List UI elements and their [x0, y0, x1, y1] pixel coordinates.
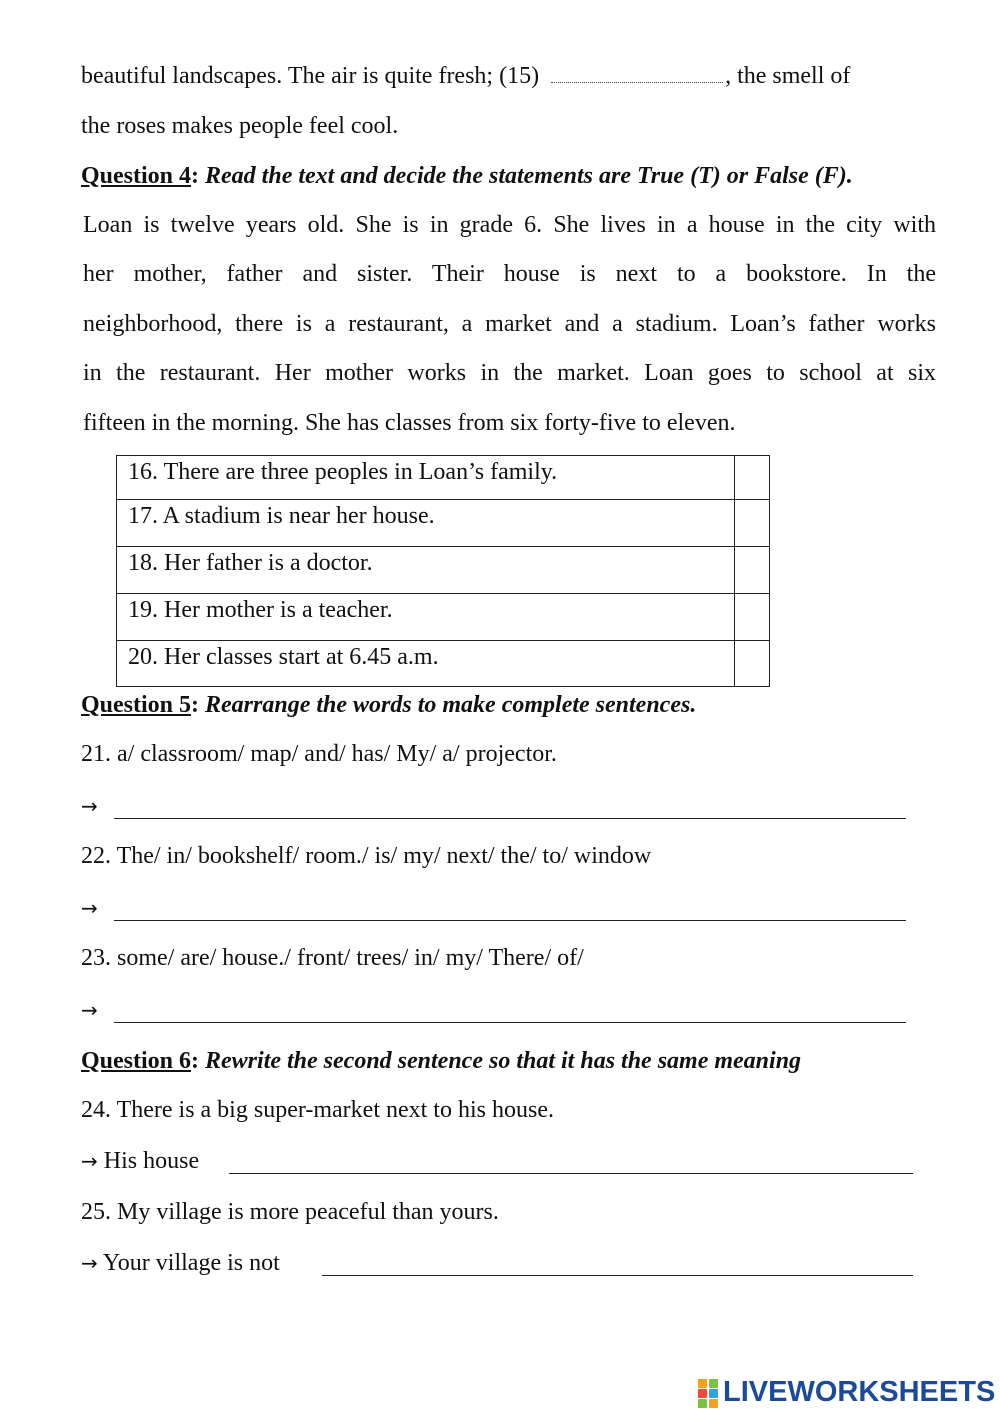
question-6-colon: : [191, 1048, 200, 1074]
statement-16: 16. There are three peoples in Loan’s family. [117, 456, 735, 500]
statement-18: 18. Her father is a doctor. [117, 547, 735, 594]
intro-text-before-blank: beautiful landscapes. The air is quite fresh; (15) [81, 63, 540, 89]
question-6-label: Question 6 [81, 1048, 192, 1074]
answer-23-line[interactable] [114, 1022, 906, 1023]
intro-line-2: the roses makes people feel cool. [81, 113, 399, 139]
answer-22-line[interactable] [114, 920, 906, 921]
question-4-label: Question 4 [81, 163, 192, 189]
arrow-icon [81, 893, 98, 923]
table-row [117, 594, 770, 641]
table-row [117, 500, 770, 547]
question-4-heading [81, 161, 853, 191]
answer-21-line[interactable] [114, 818, 906, 819]
item-23: 23. some/ are/ house./ front/ trees/ in/ my/ There/ of/ [81, 945, 584, 971]
question-6-instruction: Rewrite the second sentence so that it has the same meaning [205, 1048, 802, 1074]
answer-17-input[interactable] [735, 500, 770, 547]
item-24-prompt-text: His house [103, 1148, 200, 1174]
intro-text-after-blank: , the smell of [725, 63, 851, 89]
table-row [117, 547, 770, 594]
arrow-icon: → [81, 1149, 98, 1173]
arrow-icon [81, 995, 98, 1025]
answer-19-input[interactable] [735, 594, 770, 641]
answer-24-line[interactable] [229, 1173, 913, 1174]
question-5-label: Question 5 [81, 692, 192, 718]
item-25: 25. My village is more peaceful than yours. [81, 1199, 499, 1225]
blank-15-input[interactable] [551, 68, 723, 83]
item-24-prompt [81, 1146, 199, 1176]
arrow-glyph: → [81, 998, 98, 1022]
arrow-glyph: → [81, 896, 98, 920]
arrow-icon: → [81, 1251, 98, 1275]
item-24: 24. There is a big super-market next to his house. [81, 1097, 554, 1123]
question-5-instruction: Rearrange the words to make complete sentences. [205, 692, 697, 718]
question-5-heading [81, 690, 696, 720]
table-row [117, 456, 770, 500]
arrow-glyph: → [81, 794, 98, 818]
question-5-colon: : [191, 692, 200, 718]
passage-line-1: Loan is twelve years old. She is in grade 6. She lives in a house in the city with [83, 212, 936, 238]
passage-line-2: her mother, father and sister. Their house is next to a bookstore. In the [83, 261, 936, 287]
item-25-prompt [81, 1248, 280, 1278]
question-4-instruction: Read the text and decide the statements are True (T) or False (F). [205, 163, 853, 189]
liveworksheets-logo[interactable] [698, 1374, 995, 1410]
liveworksheets-logo-icon [698, 1377, 720, 1407]
passage-line-3: neighborhood, there is a restaurant, a market and a stadium. Loan’s father works [83, 311, 936, 337]
table-row [117, 641, 770, 687]
passage-line-4: in the restaurant. Her mother works in the market. Loan goes to school at six [83, 360, 936, 386]
answer-18-input[interactable] [735, 547, 770, 594]
answer-16-input[interactable] [735, 456, 770, 500]
arrow-icon [81, 791, 98, 821]
logo-brand-text: LIVEWORKSHEETS [723, 1375, 996, 1408]
true-false-table [116, 455, 770, 687]
answer-25-line[interactable] [322, 1275, 913, 1276]
statement-17: 17. A stadium is near her house. [117, 500, 735, 547]
item-22: 22. The/ in/ bookshelf/ room./ is/ my/ next/ the/ to/ window [81, 843, 652, 869]
passage-line-5: fifteen in the morning. She has classes from six forty-five to eleven. [83, 410, 736, 436]
question-6-heading [81, 1046, 801, 1076]
statement-19: 19. Her mother is a teacher. [117, 594, 735, 641]
item-21: 21. a/ classroom/ map/ and/ has/ My/ a/ projector. [81, 741, 557, 767]
item-25-prompt-text: Your village is not [102, 1250, 280, 1276]
intro-line-1 [81, 61, 850, 91]
question-4-colon: : [191, 163, 200, 189]
answer-20-input[interactable] [735, 641, 770, 687]
statement-20: 20. Her classes start at 6.45 a.m. [117, 641, 735, 687]
